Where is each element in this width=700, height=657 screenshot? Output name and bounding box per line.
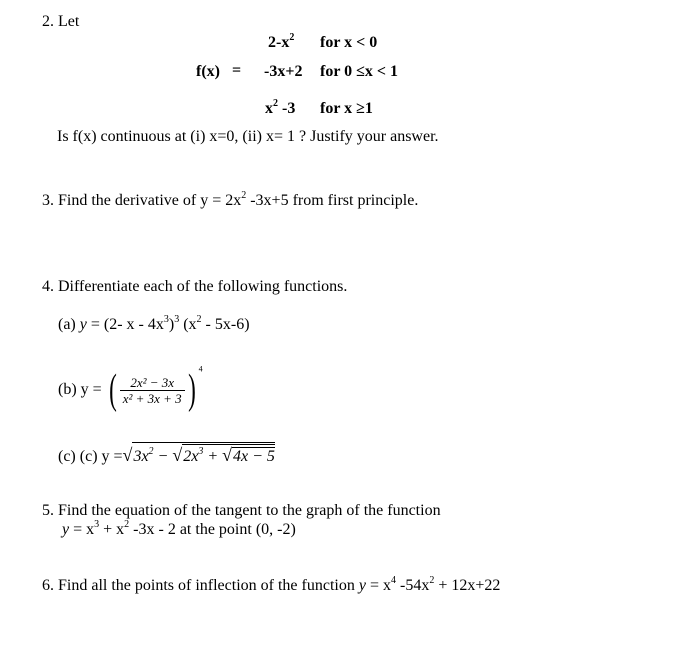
q2-row2-expr: -3x+2 bbox=[264, 63, 303, 80]
q6-text: 6. Find all the points of inflection of the function $y = x^4$ $-54x^2 + 12x+22$ bbox=[42, 575, 501, 594]
q2-row3-expr: $x^2$ -3 bbox=[265, 98, 296, 117]
q4-c: (c) (c) $y =√3x^2 - √2x^3 + √4x - 5$ bbox=[58, 442, 275, 465]
q5-line1: 5. Find the equation of the tangent to the graph of the function bbox=[42, 502, 441, 519]
q2-row2-cond: for 0 ≤x < 1 bbox=[320, 63, 399, 80]
q2-equals: = bbox=[232, 62, 242, 79]
q4-b-fraction: $\frac{\text{2x² − 3x}}{\text{x² + 3x + 3}}$ bbox=[120, 376, 185, 405]
q5-line2: $y = x^3 + x^2$ -3x - 2 at the point (0, -2) bbox=[62, 519, 296, 538]
q4-a: (a) y = (2- x - $4x^3)^3$ $(x^2 - 5x-6)$ bbox=[58, 314, 250, 333]
q4-c-outer-root: $3x^2 - √2x^3 + √4x - 5$ bbox=[132, 442, 275, 465]
q2-row3-cond: for x ≥1 bbox=[320, 100, 373, 117]
q2-row1-expr: $2-x^2$ bbox=[268, 32, 295, 51]
q4-heading: 4. Differentiate each of the following functions. bbox=[42, 278, 348, 295]
q2-fx-label: f(x) bbox=[196, 63, 220, 80]
q2-number: 2. Let bbox=[42, 13, 80, 30]
q4-b: (b) y = ( $\frac{\text{2x² − 3x}}{\text{x² + 3x + 3}}$ ) $^4$ bbox=[58, 364, 203, 413]
q2-question: Is f(x) continuous at (i) x=0, (ii) x= 1 ? Justify your answer. bbox=[57, 128, 439, 145]
q2-row1-cond: for x < 0 bbox=[320, 34, 378, 51]
q3-text: 3. Find the derivative of $y = 2x^2$ -3x+5 from first principle. bbox=[42, 190, 419, 209]
